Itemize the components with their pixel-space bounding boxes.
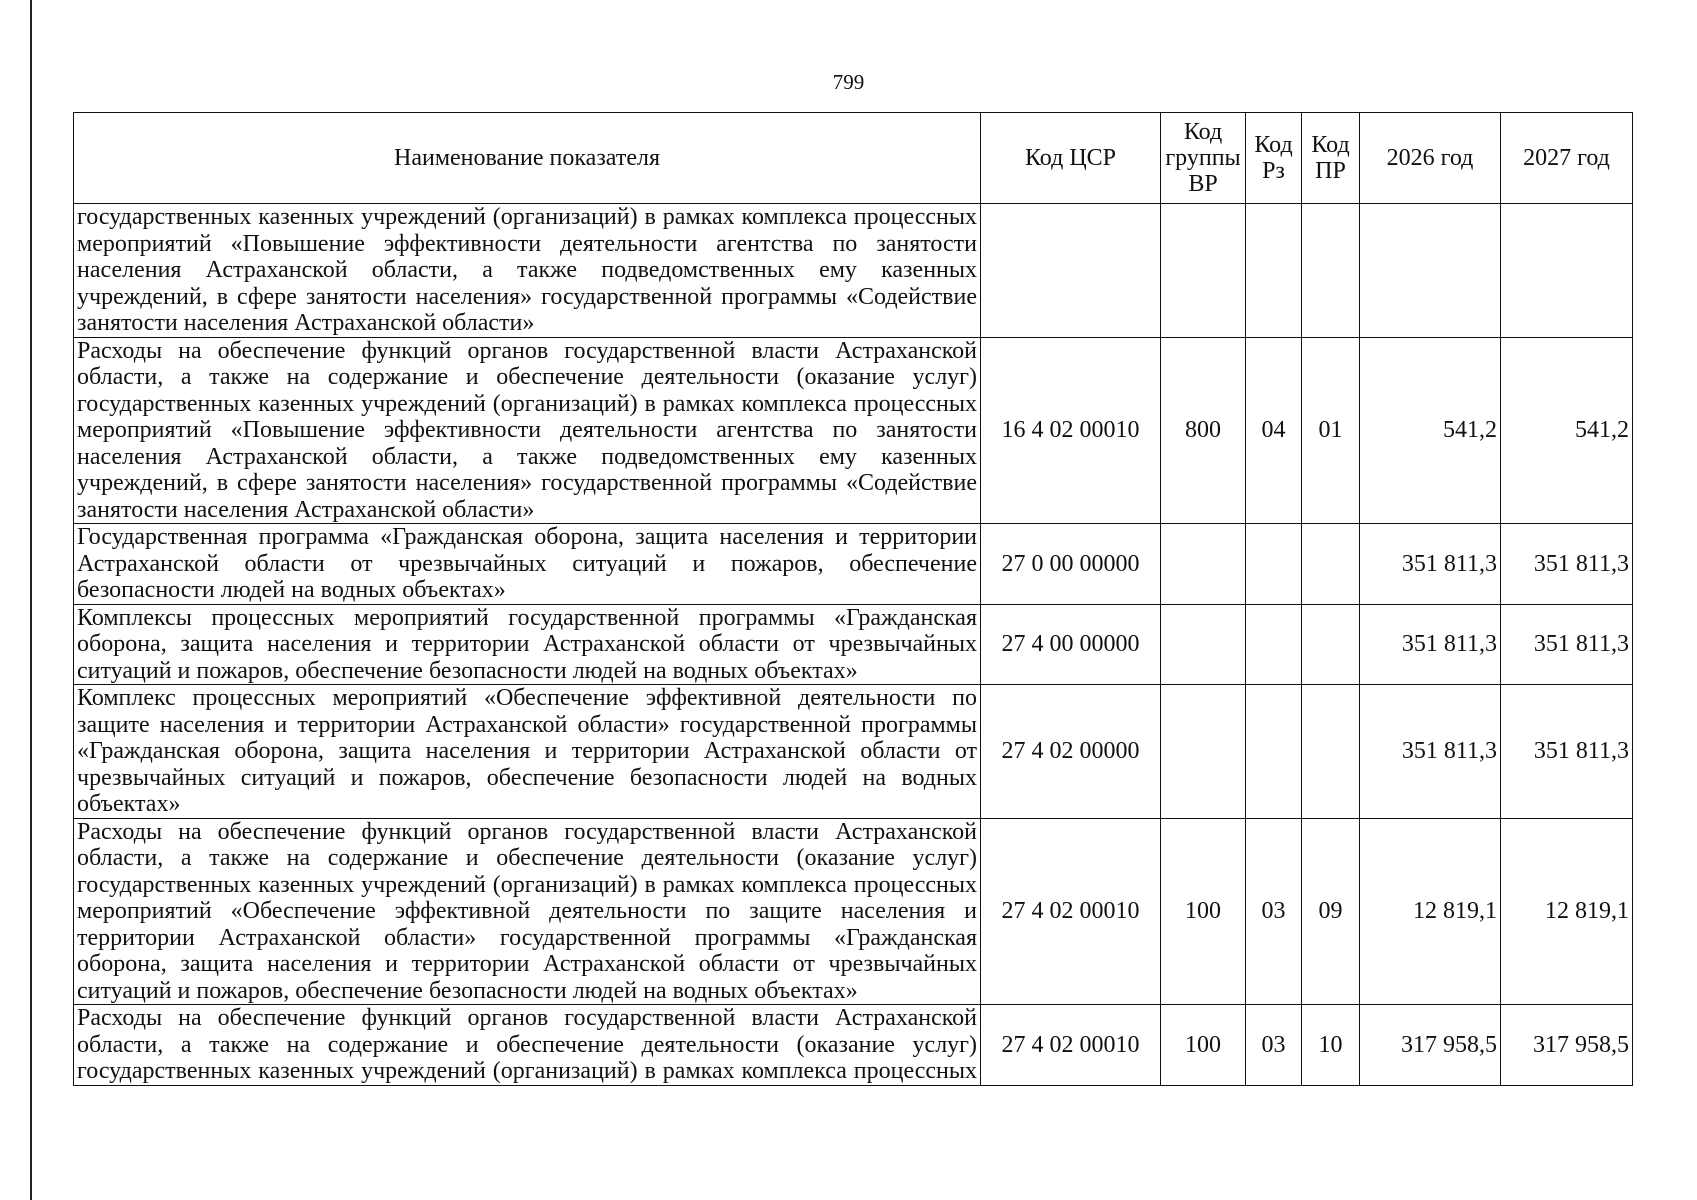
- row-2027: 541,2: [1501, 337, 1633, 524]
- table-row: [74, 524, 1633, 605]
- row-csr: [981, 204, 1161, 338]
- row-pr: [1302, 524, 1360, 605]
- margin-rule: [30, 0, 32, 1200]
- row-2027: 317 958,5: [1501, 1005, 1633, 1086]
- row-2026: 317 958,5: [1360, 1005, 1501, 1086]
- table-row: [74, 604, 1633, 685]
- budget-table: [73, 112, 1633, 1086]
- row-rz: 03: [1246, 818, 1302, 1005]
- row-csr: 27 4 02 00010: [981, 1005, 1161, 1086]
- row-2026: 12 819,1: [1360, 818, 1501, 1005]
- row-pr: [1302, 204, 1360, 338]
- row-vr: 100: [1161, 818, 1246, 1005]
- row-pr: [1302, 604, 1360, 685]
- page-number: 799: [832, 70, 865, 94]
- row-2026: 351 811,3: [1360, 524, 1501, 605]
- row-rz: 04: [1246, 337, 1302, 524]
- row-2026: 541,2: [1360, 337, 1501, 524]
- table-row: [74, 337, 1633, 524]
- table-row: [74, 1005, 1633, 1086]
- row-pr: 09: [1302, 818, 1360, 1005]
- row-csr: 27 4 00 00000: [981, 604, 1161, 685]
- header-2027: 2027 год: [1501, 113, 1633, 204]
- row-vr: [1161, 524, 1246, 605]
- row-rz: [1246, 685, 1302, 819]
- row-vr: [1161, 685, 1246, 819]
- row-rz: 03: [1246, 1005, 1302, 1086]
- row-csr: 16 4 02 00010: [981, 337, 1161, 524]
- row-2027: 12 819,1: [1501, 818, 1633, 1005]
- row-name: Комплексы процессных мероприятий государственной программы «Гражданская оборона, защита населения и территории Астраханской области от чрезвычайных ситуаций и пожаров, обеспечение безопасности людей на водных объектах»: [74, 604, 981, 685]
- row-csr: 27 4 02 00000: [981, 685, 1161, 819]
- row-name: Расходы на обеспечение функций органов государственной власти Астраханской области, а также на содержание и обеспечение деятельности (оказание услуг) государственных казенных учреждений (организаций) в рамках комплекса процессных: [74, 1005, 981, 1086]
- header-rz: Код Рз: [1246, 113, 1302, 204]
- row-2026: 351 811,3: [1360, 604, 1501, 685]
- row-vr: 100: [1161, 1005, 1246, 1086]
- row-vr: [1161, 204, 1246, 338]
- table-row: [74, 818, 1633, 1005]
- row-2027: [1501, 204, 1633, 338]
- row-pr: [1302, 685, 1360, 819]
- row-name: Государственная программа «Гражданская оборона, защита населения и территории Астраханской области от чрезвычайных ситуаций и пожаров, обеспечение безопасности людей на водных объектах»: [74, 524, 981, 605]
- row-name: государственных казенных учреждений (организаций) в рамках комплекса процессных мероприятий «Повышение эффективности деятельности агентства по занятости населения Астраханской области, а также подведомственных ему казенных учреждений, в сфере занятости населения» государственной программы «Содействие занятости населения Астраханской области»: [74, 204, 981, 338]
- row-csr: 27 0 00 00000: [981, 524, 1161, 605]
- header-pr: Код ПР: [1302, 113, 1360, 204]
- header-2026: 2026 год: [1360, 113, 1501, 204]
- row-pr: 01: [1302, 337, 1360, 524]
- row-name: Расходы на обеспечение функций органов государственной власти Астраханской области, а также на содержание и обеспечение деятельности (оказание услуг) государственных казенных учреждений (организаций) в рамках комплекса процессных мероприятий «Повышение эффективности деятельности агентства по занятости населения Астраханской области, а также подведомственных ему казенных учреждений, в сфере занятости населения» государственной программы «Содействие занятости населения Астраханской области»: [74, 337, 981, 524]
- row-pr: 10: [1302, 1005, 1360, 1086]
- row-rz: [1246, 604, 1302, 685]
- row-rz: [1246, 204, 1302, 338]
- header-vr: Код группы ВР: [1161, 113, 1246, 204]
- row-name: Расходы на обеспечение функций органов государственной власти Астраханской области, а также на содержание и обеспечение деятельности (оказание услуг) государственных казенных учреждений (организаций) в рамках комплекса процессных мероприятий «Обеспечение эффективной деятельности по защите населения и территории Астраханской области» государственной программы «Гражданская оборона, защита населения и территории Астраханской области от чрезвычайных ситуаций и пожаров, обеспечение безопасности людей на водных объектах»: [74, 818, 981, 1005]
- row-rz: [1246, 524, 1302, 605]
- row-csr: 27 4 02 00010: [981, 818, 1161, 1005]
- row-name: Комплекс процессных мероприятий «Обеспечение эффективной деятельности по защите населения и территории Астраханской области» государственной программы «Гражданская оборона, защита населения и территории Астраханской области от чрезвычайных ситуаций и пожаров, обеспечение безопасности людей на водных объектах»: [74, 685, 981, 819]
- table-header-row: [74, 113, 1633, 204]
- row-2027: 351 811,3: [1501, 524, 1633, 605]
- row-vr: 800: [1161, 337, 1246, 524]
- table-row: [74, 204, 1633, 338]
- row-2026: 351 811,3: [1360, 685, 1501, 819]
- table-row: [74, 685, 1633, 819]
- row-2027: 351 811,3: [1501, 685, 1633, 819]
- row-2026: [1360, 204, 1501, 338]
- header-csr: Код ЦСР: [981, 113, 1161, 204]
- row-2027: 351 811,3: [1501, 604, 1633, 685]
- header-name: Наименование показателя: [74, 113, 981, 204]
- row-vr: [1161, 604, 1246, 685]
